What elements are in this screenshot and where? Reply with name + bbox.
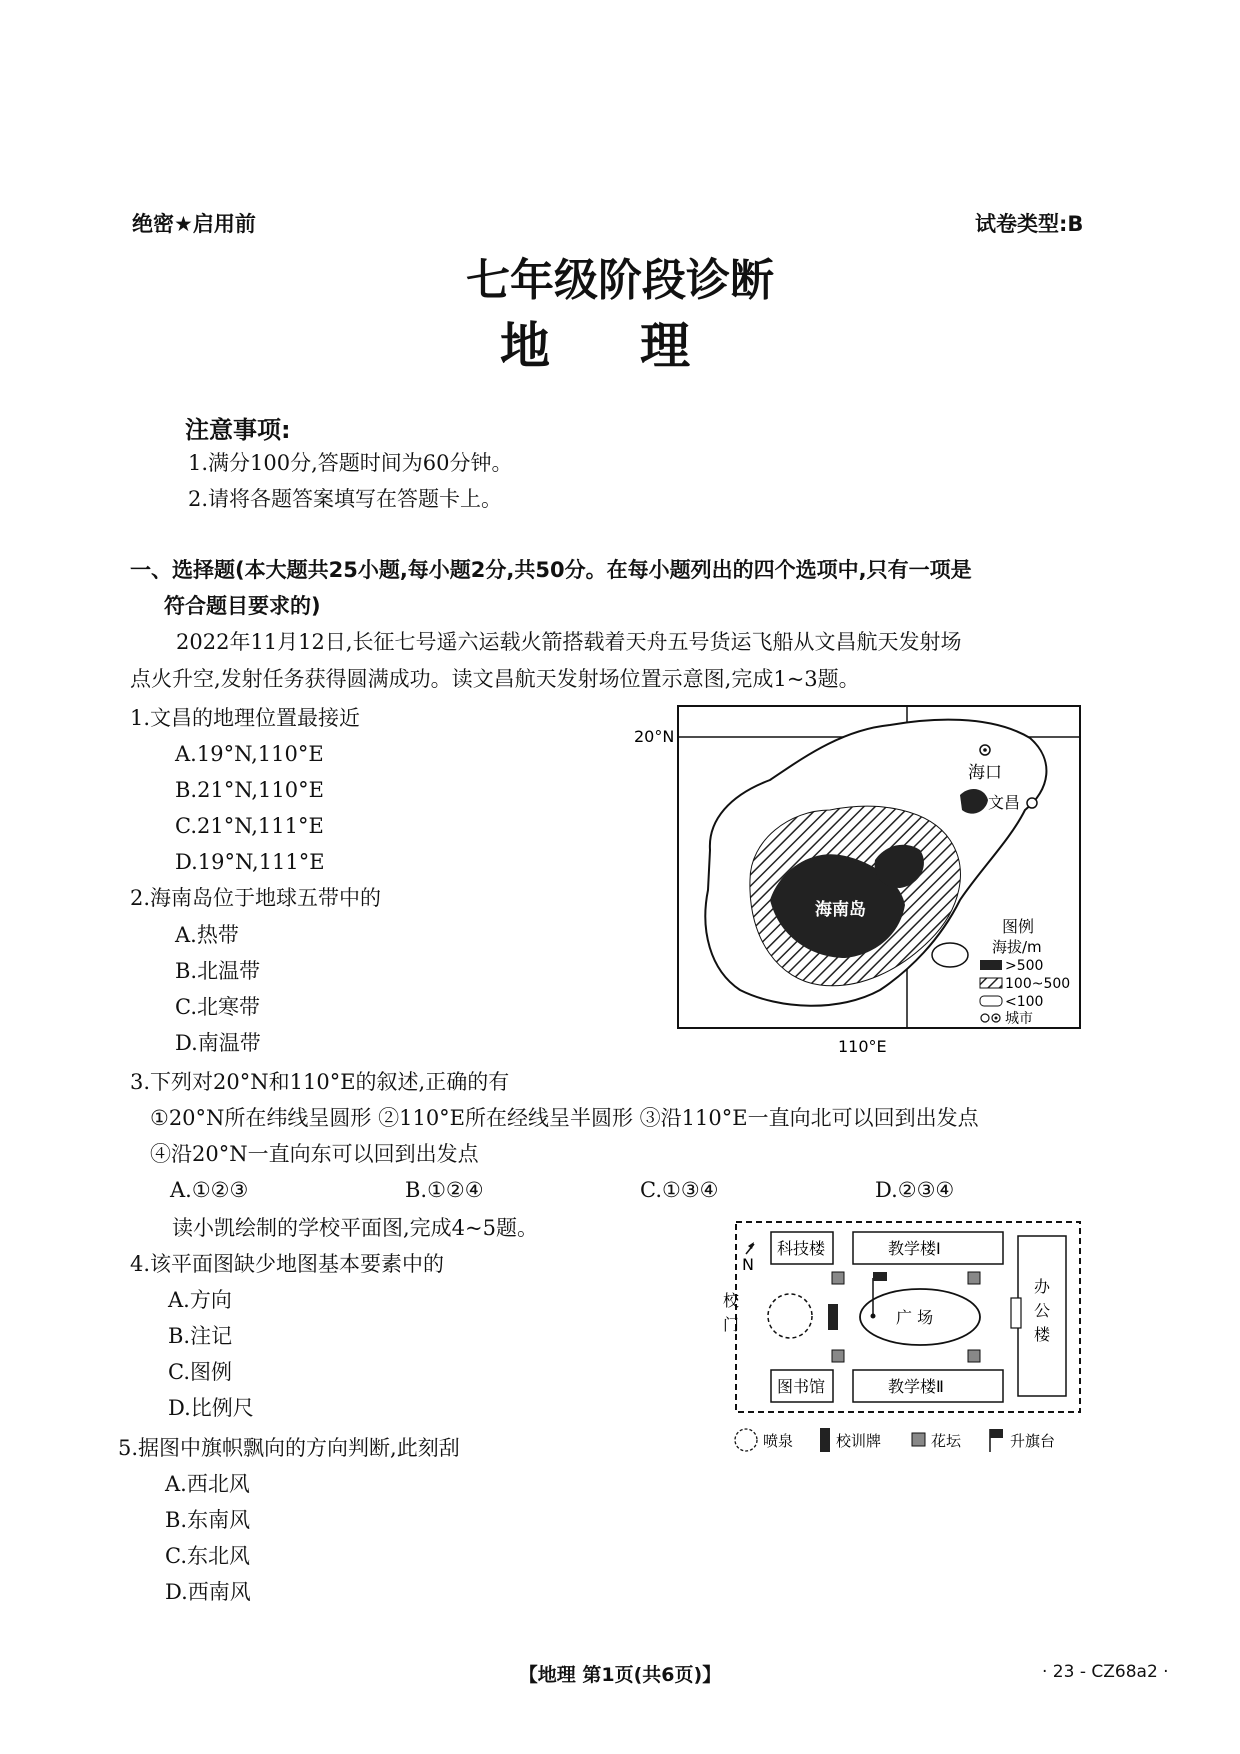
q3-statements-line1: ①20°N所在纬线呈圆形 ②110°E所在经线呈半圆形 ③沿110°E一直向北可以回到出发点 (150, 1106, 979, 1130)
legend-motto-icon (820, 1428, 830, 1452)
flower-bed-4 (968, 1350, 980, 1362)
legend-title: 图例 (1002, 917, 1035, 936)
section-heading-line2: 符合题目要求的) (164, 594, 321, 618)
question-4-stem: 4.该平面图缺少地图基本要素中的 (130, 1252, 445, 1276)
legend-fountain: 喷泉 (763, 1432, 794, 1450)
flower-bed-2 (968, 1272, 980, 1284)
section-heading-line1: 一、选择题(本大题共25小题,每小题2分,共50分。在每小题列出的四个选项中,只有一项是 (130, 558, 972, 582)
q3-option-d: D.②③④ (875, 1178, 955, 1202)
flag-icon (873, 1272, 887, 1281)
lat-label: 20°N (634, 727, 675, 746)
legend-flowerbed: 花坛 (931, 1432, 962, 1450)
section-heading (130, 552, 972, 624)
q3-option-a: A.①②③ (170, 1178, 249, 1202)
fountain (768, 1294, 812, 1338)
intro-2: 读小凯绘制的学校平面图,完成4~5题。 (172, 1216, 538, 1240)
q3-option-c: C.①③④ (640, 1178, 719, 1202)
q2-option-d: D.南温带 (175, 1031, 261, 1055)
office-label-1: 办 (1034, 1277, 1051, 1296)
q4-option-a: A.方向 (168, 1288, 232, 1312)
notice-title: 注意事项: (185, 416, 291, 444)
question-5-stem: 5.据图中旗帜飘向的方向判断,此刻刮 (118, 1436, 460, 1460)
haikou-city-dot (983, 748, 987, 752)
intro-line1: 2022年11月12日,长征七号遥六运载火箭搭载着天舟五号货运飞船从文昌航天发射场 (176, 630, 962, 654)
wenchang-label: 文昌 (988, 793, 1021, 812)
teaching-building-1-label: 教学楼Ⅰ (888, 1239, 941, 1258)
motto-board (828, 1304, 838, 1330)
intro-paragraph (130, 624, 962, 698)
flower-bed-3 (832, 1350, 844, 1362)
tech-building-label: 科技楼 (777, 1239, 826, 1258)
question-1-stem: 1.文昌的地理位置最接近 (130, 706, 361, 730)
q1-option-a: A.19°N,110°E (175, 742, 324, 766)
gate-label-2: 门 (723, 1315, 740, 1334)
legend-swatch-low (980, 996, 1002, 1006)
legend-swatch-high (980, 960, 1002, 970)
q4-option-c: C.图例 (168, 1360, 232, 1384)
q2-option-a: A.热带 (175, 923, 239, 947)
legend-city: 城市 (1005, 1011, 1033, 1027)
lon-label: 110°E (838, 1037, 887, 1056)
legend-low: <100 (1005, 994, 1044, 1010)
legend-fountain-icon (735, 1429, 757, 1451)
legend-subtitle: 海拔/m (992, 938, 1042, 956)
q2-option-b: B.北温带 (175, 959, 261, 983)
lowland-south (932, 943, 968, 967)
haikou-label: 海口 (968, 763, 1002, 783)
legend-flag: 升旗台 (1010, 1432, 1056, 1450)
exam-title: 七年级阶段诊断 (466, 255, 774, 306)
legend-mid: 100~500 (1005, 976, 1071, 992)
q5-option-a: A.西北风 (165, 1472, 250, 1496)
square-label: 广 场 (896, 1308, 934, 1327)
legend-motto: 校训牌 (836, 1432, 882, 1450)
school-plan-map (723, 1216, 1088, 1456)
north-label: N (742, 1255, 754, 1274)
q5-option-b: B.东南风 (165, 1508, 251, 1532)
legend-swatch-mid (980, 978, 1002, 988)
subject-title: 地理 (500, 317, 780, 375)
notice-item-2: 2.请将各题答案填写在答题卡上。 (188, 487, 503, 511)
legend-high: >500 (1005, 958, 1044, 974)
q2-option-c: C.北寒带 (175, 995, 260, 1019)
page-footer: 【地理 第1页(共6页)】 (518, 1664, 722, 1686)
paper-type: 试卷类型:B (975, 212, 1084, 236)
notice-item-1: 1.满分100分,答题时间为60分钟。 (188, 451, 513, 475)
q4-option-b: B.注记 (168, 1324, 233, 1348)
q1-option-c: C.21°N,111°E (175, 814, 324, 838)
q4-option-d: D.比例尺 (168, 1396, 254, 1420)
q1-option-b: B.21°N,110°E (175, 778, 324, 802)
q1-option-d: D.19°N,111°E (175, 850, 325, 874)
wenchang-city-marker (1027, 798, 1037, 808)
gate-label-1: 校 (723, 1291, 740, 1310)
q5-option-c: C.东北风 (165, 1544, 250, 1568)
question-2-stem: 2.海南岛位于地球五带中的 (130, 886, 382, 910)
flag-base (871, 1314, 876, 1319)
office-label-2: 公 (1034, 1301, 1051, 1320)
q3-option-b: B.①②④ (405, 1178, 484, 1202)
question-3-stem: 3.下列对20°N和110°E的叙述,正确的有 (130, 1070, 510, 1094)
island-label: 海南岛 (815, 900, 866, 920)
teaching-building-2-label: 教学楼Ⅱ (888, 1377, 944, 1396)
legend-flag-icon (990, 1429, 1003, 1438)
hainan-location-map (630, 700, 1090, 1060)
legend-flowerbed-icon (912, 1433, 925, 1446)
intro-line2: 点火升空,发射任务获得圆满成功。读文昌航天发射场位置示意图,完成1~3题。 (130, 667, 860, 691)
paper-code: · 23 - CZ68a2 · (1042, 1662, 1169, 1682)
office-label-3: 楼 (1034, 1325, 1051, 1344)
legend-city-icon-a (981, 1014, 989, 1022)
q3-statements-line2: ④沿20°N一直向东可以回到出发点 (150, 1142, 479, 1166)
confidential-label: 绝密★启用前 (132, 212, 256, 236)
flower-bed-1 (832, 1272, 844, 1284)
library-label: 图书馆 (777, 1377, 826, 1396)
legend-city-icon-b-dot (995, 1017, 998, 1020)
office-entrance (1011, 1298, 1021, 1328)
q5-option-d: D.西南风 (165, 1580, 251, 1604)
